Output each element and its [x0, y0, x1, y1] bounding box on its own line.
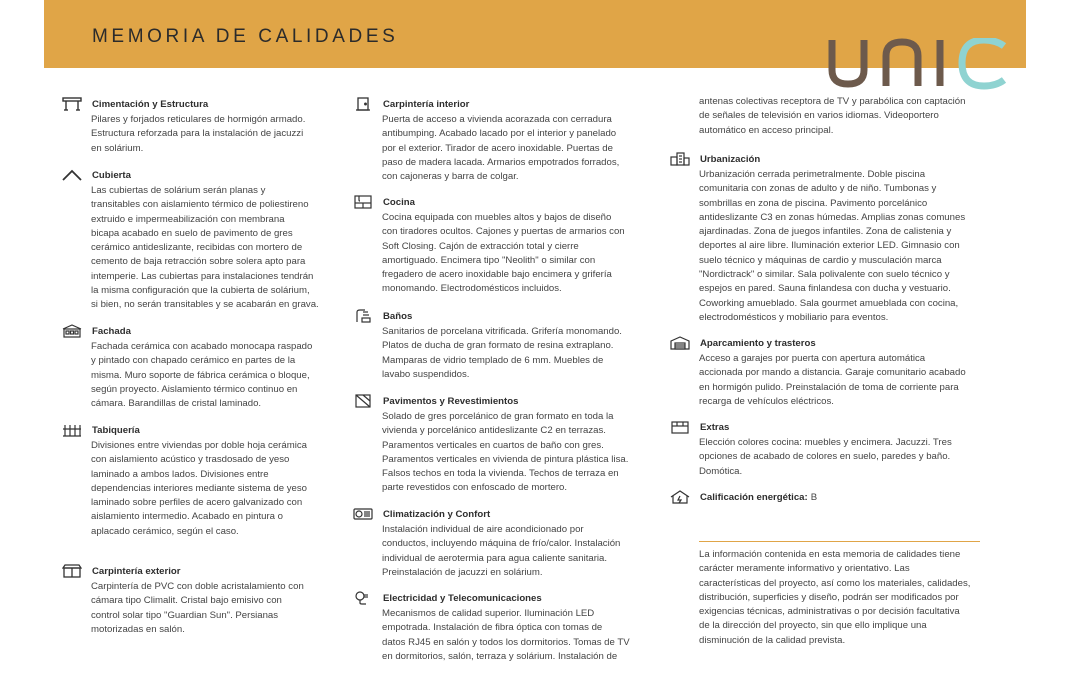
section-banos — [353, 308, 638, 382]
air-conditioning-icon — [353, 506, 375, 522]
section-body: Pilares y forjados reticulares de hormigón armado. Estructura reforzada para la instalación de jacuzzi en solárium. — [91, 114, 306, 154]
section-fachada — [62, 323, 330, 411]
section-title: Baños — [383, 310, 413, 322]
structure-icon — [62, 96, 84, 112]
section-carpinteria-exterior — [62, 563, 330, 637]
facade-icon — [62, 323, 84, 339]
section-title: Pavimentos y Revestimientos — [383, 395, 519, 407]
section-title: Tabiquería — [92, 424, 140, 436]
garage-icon — [670, 335, 692, 351]
section-title: Urbanización — [700, 153, 761, 165]
section-body: Urbanización cerrada perimetralmente. Doble piscina comunitaria con zonas de adulto y de niño. Tumbonas y sombrillas en zona de piscina. Pavimento porcelánico antideslizante C3 en zonas húmedas. Amplias zonas comunes ajardinadas. Zona de juegos infantiles. Zona de calistenia y deportes al aire libre. Iluminación exterior LED. Gimnasio con suelo técnico y máquinas de cardio y musculación marca "Nordictrack" o similar. Sala polivalente con suelo técnico y espejos en pared. Sauna finlandesa con ducha y vestuario. Coworking amueblado. Sala gourmet amueblada con cocina, electrodomésticos y mobiliario para eventos. — [699, 169, 966, 323]
section-body: Instalación individual de aire acondicionado por conductos, incluyendo máquina de frío/calor. Instalación individual de aerotermia para agua caliente sanitaria. Preinstalación de jacuzzi en solárium. — [382, 524, 621, 578]
section-title: Cubierta — [92, 169, 131, 181]
section-title: Cocina — [383, 196, 415, 208]
section-cubierta — [62, 167, 330, 313]
column-3 — [670, 95, 982, 503]
kitchen-icon — [353, 194, 375, 210]
section-urbanizacion — [670, 151, 982, 325]
shower-icon — [353, 308, 375, 324]
unic-logo — [826, 38, 1012, 92]
section-title: Climatización y Confort — [383, 508, 491, 520]
section-title: Carpintería interior — [383, 98, 470, 110]
section-title: Aparcamiento y trasteros — [700, 337, 816, 349]
energy-rating-value: B — [810, 491, 818, 503]
section-body: Sanitarios de porcelana vitrificada. Grifería monomando. Platos de ducha de gran formato de resina extraplano. Mamparas de vidrio templado de 6 mm. Muebles de lavabo suspendidos. — [382, 326, 622, 380]
section-carpinteria-interior — [353, 96, 638, 184]
section-body: Puerta de acceso a vivienda acorazada con cerradura antibumping. Acabado lacado por el interior y panelado por el exterior. Tirador de acero inoxidable. Puertas de paso de madera lacada. Armarios empotrados forrados, con cajoneras y barra de colgar. — [382, 114, 620, 183]
section-title: Carpintería exterior — [92, 565, 181, 577]
section-cocina — [353, 194, 638, 297]
section-body: Divisiones entre viviendas por doble hoja cerámica con aislamiento acústico y trasdosado de yeso laminado a ambos lados. Divisiones entre dependencias interiores mediante sistema de yeso laminado sobre perfiles de acero galvanizado con aislamiento intermedio. Acabado en pintura o aplacado cerámico, según el caso. — [91, 440, 307, 537]
disclaimer-text: La información contenida en esta memoria de calidades tiene carácter meramente informativo y orientativo. Las características del proyecto, así como los materiales, calidades, distribución, superficies y diseño, podrán ser modificados por exigencias técnicas, administrativas o por decisión facultativa de la dirección del proyecto, sin que ello implique una disminución de la calidad prevista. — [699, 541, 980, 648]
section-body: Las cubiertas de solárium serán planas y transitables con aislamiento térmico de poliestireno extruido e impermeabilización con membrana bicapa acabado en suelo de pavimento de gres cerámico antideslizante, recibidas con mortero de cemento de baja retracción sobre solera apto para intemperie. Las cubiertas para instalaciones tendrán la misma configuración que la cubierta de solárium, si bien, no serán transitables y se acabarán en grava. — [91, 185, 319, 311]
extras-icon — [670, 419, 692, 435]
section-title: Extras — [700, 421, 730, 433]
section-climatizacion — [353, 506, 638, 580]
section-body: Acceso a garajes por puerta con apertura automática accionada por mando a distancia. Garaje comunitario acabado en hormigón pulido. Preinstalación de toma de corriente para recarga de vehículos eléctricos. — [699, 353, 966, 407]
section-body: Fachada cerámica con acabado monocapa raspado y pintado con chapado cerámico en partes de la misma. Muro soporte de fábrica cerámica o bloque, según proyecto. Aislamiento térmico continuo en cámara. Barandillas de cristal laminado. — [91, 341, 313, 410]
partition-icon — [62, 422, 84, 438]
buildings-icon — [670, 151, 692, 167]
section-title: Fachada — [92, 325, 131, 337]
section-body: Elección colores cocina: muebles y encimera. Jacuzzi. Tres opciones de acabado de colores en suelo, paredes y baño. Domótica. — [699, 437, 952, 477]
section-title: Cimentación y Estructura — [92, 98, 209, 110]
plug-icon — [353, 590, 375, 606]
house-energy-icon — [670, 489, 692, 505]
floor-icon — [353, 393, 375, 409]
continuation-text: antenas colectivas receptora de TV y parabólica con captación de señales de televisión en varios idiomas. Videoportero automático en acceso principal. — [699, 96, 966, 136]
section-body: Solado de gres porcelánico de gran formato en toda la vivienda y porcelánico antideslizante C2 en terrazas. Paramentos verticales en cuartos de baño con gres. Paramentos verticales en vivienda de pintura plástica lisa. Falsos techos en toda la vivienda. Techos de terraza en parte revestidos con enfoscado de mortero. — [382, 411, 629, 494]
door-icon — [353, 96, 375, 112]
section-body: Mecanismos de calidad superior. Iluminación LED empotrada. Instalación de fibra óptica con tomas de datos RJ45 en salón y todos los dormitorios. Tomas de TV en dormitorios, salón, terraza y solárium. Instalación de — [382, 608, 630, 662]
page-title: MEMORIA DE CALIDADES — [92, 26, 399, 47]
section-title: Electricidad y Telecomunicaciones — [383, 592, 542, 604]
section-electricidad — [353, 590, 638, 664]
section-aparcamiento — [670, 335, 982, 409]
window-icon — [62, 563, 84, 579]
section-pavimentos — [353, 393, 638, 496]
roof-icon — [62, 167, 84, 183]
section-body: Cocina equipada con muebles altos y bajos de diseño con tiradores ocultos. Cajones y puertas de armarios con Soft Closing. Cajón de extracción total y cierre amortiguado. Encimera tipo "Neolith" o similar con fregadero de acero inoxidable bajo encimera y grifería monomando. Electrodomésticos incluidos. — [382, 212, 625, 295]
section-tabiqueria — [62, 422, 330, 539]
section-body: Carpintería de PVC con doble acristalamiento con cámara tipo Climalit. Cristal bajo emisivo con control solar tipo "Guardian Sun". Persianas motorizadas en salón. — [91, 581, 304, 635]
section-calificacion — [670, 489, 982, 505]
section-cimentacion — [62, 96, 330, 156]
section-title: Calificación energética: — [700, 491, 808, 503]
section-extras — [670, 419, 982, 479]
